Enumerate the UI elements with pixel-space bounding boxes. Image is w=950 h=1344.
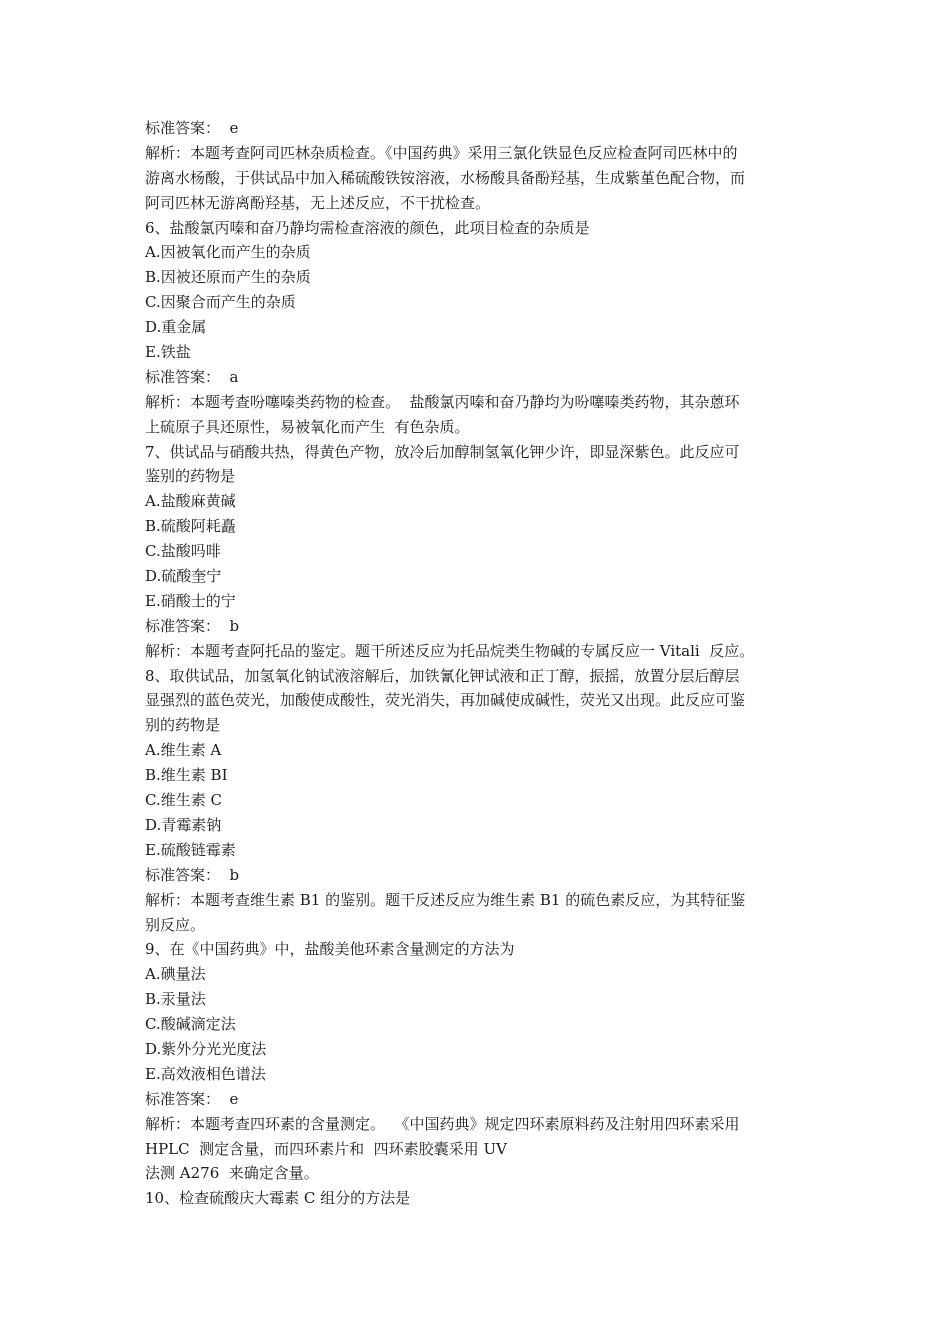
question-9: 9、在《中国药典》中，盐酸美他环素含量测定的方法为	[145, 940, 515, 959]
option-e: E.铁盐	[145, 343, 191, 362]
explanation-line: 解析：本题考查吩噻嗪类药物的检查。 盐酸氯丙嗪和奋乃静均为吩噻嗪类药物，其杂蒽环	[145, 392, 740, 411]
answer-line: 标准答案： b	[145, 865, 240, 884]
question-10: 10、检查硫酸庆大霉素 C 组分的方法是	[145, 1189, 411, 1208]
explanation-line: 别反应。	[145, 915, 206, 934]
answer-line: 标准答案： e	[145, 1089, 239, 1108]
option-c: C.因聚合而产生的杂质	[145, 293, 296, 312]
option-c: C.维生素 C	[145, 791, 222, 810]
option-a: A.因被氧化而产生的杂质	[145, 243, 311, 262]
option-e: E.硝酸士的宁	[145, 591, 236, 610]
option-a: A.碘量法	[145, 965, 206, 984]
option-d: D.硫酸奎宁	[145, 567, 222, 586]
option-b: B.硫酸阿耗矗	[145, 517, 236, 536]
option-e: E.硫酸链霉素	[145, 840, 236, 859]
answer-line: 标准答案： b	[145, 616, 240, 635]
question-7-cont: 鉴别的药物是	[145, 467, 236, 486]
option-e: E.高效液相色谱法	[145, 1064, 266, 1083]
option-c: C.酸碱滴定法	[145, 1015, 236, 1034]
option-d: D.青霉素钠	[145, 815, 222, 834]
explanation-line: 上硫原子具还原性，易被氧化而产生 有色杂质。	[145, 417, 470, 436]
question-8: 8、取供试品，加氢氧化钠试液溶解后，加铁氰化钾试液和正丁醇，振摇，放置分层后醇层	[145, 666, 740, 685]
option-b: B.维生素 BI	[145, 766, 228, 785]
explanation-line: 解析：本题考查维生素 B1 的鉴别。题干反述反应为维生素 B1 的硫色素反应，为其特征鉴	[145, 890, 746, 909]
explanation-line: 游离水杨酸，于供试品中加入稀硫酸铁铵溶液，水杨酸具备酚羟基，生成紫堇色配合物，而	[145, 168, 746, 187]
question-8-cont: 别的药物是	[145, 716, 221, 735]
option-c: C.盐酸吗啡	[145, 542, 221, 561]
question-8-cont: 显强烈的蓝色荧光，加酸使成酸性，荧光消失，再加碱使成碱性，荧光又出现。此反应可鉴	[145, 691, 746, 710]
option-a: A.维生素 A	[145, 741, 222, 760]
option-b: B.因被还原而产生的杂质	[145, 268, 311, 287]
option-b: B.汞量法	[145, 990, 206, 1009]
explanation-line: 解析：本题考查阿托品的鉴定。题干所述反应为托品烷类生物碱的专属反应一 Vitali 反应。	[145, 641, 755, 660]
option-d: D.重金属	[145, 318, 207, 337]
option-d: D.紫外分光光度法	[145, 1039, 267, 1058]
explanation-line: 解析：本题考查四环素的含量测定。 《中国药典》规定四环素原料药及注射用四环素采用	[145, 1114, 740, 1133]
document-body	[145, 116, 813, 1211]
answer-line: 标准答案： e	[145, 119, 239, 137]
answer-line: 标准答案： a	[145, 367, 239, 386]
option-a: A.盐酸麻黄碱	[145, 492, 236, 511]
explanation-line: 解析：本题考查阿司匹林杂质检查。《中国药典》采用三氯化铁显色反应检查阿司匹林中的	[145, 143, 738, 162]
explanation-line: 阿司匹林无游离酚羟基，无上述反应，不干扰检查。	[145, 193, 491, 212]
explanation-line: HPLC 测定含量，而四环素片和 四环素胶囊采用 UV	[145, 1139, 507, 1158]
question-6: 6、盐酸氯丙嗪和奋乃静均需检查溶液的颜色，此项目检查的杂质是	[145, 218, 590, 237]
explanation-line: 法测 A276 来确定含量。	[145, 1164, 319, 1183]
question-7: 7、供试品与硝酸共热，得黄色产物，放冷后加醇制氢氧化钾少许，即显深紫色。此反应可	[145, 442, 740, 461]
